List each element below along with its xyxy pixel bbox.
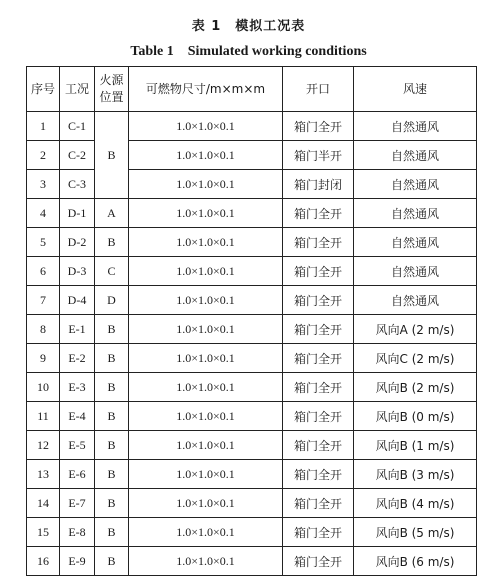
cell-wind-speed: 风向B (2 m/s) (354, 373, 477, 402)
cell-wind-speed: 风向B (5 m/s) (354, 518, 477, 547)
cell-opening: 箱门全开 (283, 344, 354, 373)
cell-opening: 箱门全开 (283, 489, 354, 518)
cell-case: C-2 (60, 141, 95, 170)
table-row (27, 141, 477, 170)
cell-case: D-3 (60, 257, 95, 286)
cell-opening: 箱门全开 (283, 228, 354, 257)
table-row (27, 431, 477, 460)
cell-wind-speed: 自然通风 (354, 228, 477, 257)
cell-fire-position: B (95, 315, 129, 344)
table-row (27, 489, 477, 518)
cell-fire-position: B (95, 518, 129, 547)
table-row (27, 112, 477, 141)
cell-wind-speed: 自然通风 (354, 199, 477, 228)
cell-opening: 箱门全开 (283, 286, 354, 315)
cell-case: D-1 (60, 199, 95, 228)
header-opening: 开口 (283, 67, 354, 112)
cell-seq: 14 (27, 489, 60, 518)
cell-fire-position: B (95, 228, 129, 257)
header-fuel-size: 可燃物尺寸/m×m×m (129, 67, 283, 112)
cell-fuel-size: 1.0×1.0×0.1 (129, 199, 283, 228)
table-row (27, 547, 477, 576)
cell-fire-position: B (95, 112, 129, 199)
cell-seq: 13 (27, 460, 60, 489)
cell-fire-position: B (95, 460, 129, 489)
cell-case: E-3 (60, 373, 95, 402)
table-row (27, 402, 477, 431)
cell-fuel-size: 1.0×1.0×0.1 (129, 402, 283, 431)
table-row (27, 257, 477, 286)
cell-fire-position: B (95, 431, 129, 460)
cell-fuel-size: 1.0×1.0×0.1 (129, 344, 283, 373)
cell-case: D-4 (60, 286, 95, 315)
cell-fuel-size: 1.0×1.0×0.1 (129, 315, 283, 344)
cell-fuel-size: 1.0×1.0×0.1 (129, 112, 283, 141)
cell-wind-speed: 自然通风 (354, 141, 477, 170)
cell-fire-position: D (95, 286, 129, 315)
cell-fuel-size: 1.0×1.0×0.1 (129, 518, 283, 547)
cell-seq: 12 (27, 431, 60, 460)
table-row (27, 170, 477, 199)
cell-seq: 6 (27, 257, 60, 286)
cell-fire-position: B (95, 489, 129, 518)
cell-case: E-4 (60, 402, 95, 431)
table-row (27, 315, 477, 344)
table-row (27, 518, 477, 547)
cell-seq: 16 (27, 547, 60, 576)
cell-wind-speed: 风向B (6 m/s) (354, 547, 477, 576)
cell-seq: 2 (27, 141, 60, 170)
cell-opening: 箱门全开 (283, 460, 354, 489)
cell-fire-position: C (95, 257, 129, 286)
cell-case: E-9 (60, 547, 95, 576)
cell-seq: 8 (27, 315, 60, 344)
cell-opening: 箱门半开 (283, 141, 354, 170)
cell-fire-position: B (95, 547, 129, 576)
cell-fire-position: A (95, 199, 129, 228)
cell-wind-speed: 风向B (3 m/s) (354, 460, 477, 489)
table-caption-english: Table 1 Simulated working conditions (130, 44, 367, 59)
cell-seq: 15 (27, 518, 60, 547)
cell-case: E-2 (60, 344, 95, 373)
cell-fuel-size: 1.0×1.0×0.1 (129, 257, 283, 286)
table-row (27, 344, 477, 373)
cell-case: E-7 (60, 489, 95, 518)
cell-seq: 11 (27, 402, 60, 431)
cell-wind-speed: 风向B (4 m/s) (354, 489, 477, 518)
header-case: 工况 (60, 67, 95, 112)
cell-wind-speed: 自然通风 (354, 257, 477, 286)
header-wind-speed: 风速 (354, 67, 477, 112)
cell-wind-speed: 风向C (2 m/s) (354, 344, 477, 373)
cell-case: E-6 (60, 460, 95, 489)
cell-opening: 箱门封闭 (283, 170, 354, 199)
cell-opening: 箱门全开 (283, 257, 354, 286)
simulated-conditions-table (26, 66, 477, 576)
cell-seq: 9 (27, 344, 60, 373)
cell-fuel-size: 1.0×1.0×0.1 (129, 141, 283, 170)
table-row (27, 373, 477, 402)
cell-opening: 箱门全开 (283, 315, 354, 344)
cell-seq: 3 (27, 170, 60, 199)
cell-opening: 箱门全开 (283, 547, 354, 576)
cell-fire-position: B (95, 373, 129, 402)
cell-wind-speed: 风向A (2 m/s) (354, 315, 477, 344)
table-row (27, 228, 477, 257)
cell-case: E-1 (60, 315, 95, 344)
cell-case: E-8 (60, 518, 95, 547)
table-row (27, 199, 477, 228)
cell-fuel-size: 1.0×1.0×0.1 (129, 373, 283, 402)
header-fire-position: 火源位置 (95, 67, 129, 112)
cell-seq: 10 (27, 373, 60, 402)
cell-fuel-size: 1.0×1.0×0.1 (129, 170, 283, 199)
cell-wind-speed: 自然通风 (354, 286, 477, 315)
cell-seq: 4 (27, 199, 60, 228)
cell-opening: 箱门全开 (283, 373, 354, 402)
cell-fuel-size: 1.0×1.0×0.1 (129, 228, 283, 257)
cell-seq: 1 (27, 112, 60, 141)
cell-seq: 5 (27, 228, 60, 257)
cell-opening: 箱门全开 (283, 402, 354, 431)
table-caption-chinese: 表 1 模拟工况表 (191, 19, 306, 34)
table-row (27, 286, 477, 315)
cell-fuel-size: 1.0×1.0×0.1 (129, 489, 283, 518)
cell-fuel-size: 1.0×1.0×0.1 (129, 460, 283, 489)
cell-fuel-size: 1.0×1.0×0.1 (129, 286, 283, 315)
cell-wind-speed: 风向B (1 m/s) (354, 431, 477, 460)
cell-opening: 箱门全开 (283, 431, 354, 460)
header-row (27, 67, 477, 112)
header-seq: 序号 (27, 67, 60, 112)
cell-case: C-3 (60, 170, 95, 199)
cell-case: C-1 (60, 112, 95, 141)
cell-seq: 7 (27, 286, 60, 315)
cell-case: E-5 (60, 431, 95, 460)
cell-case: D-2 (60, 228, 95, 257)
cell-fuel-size: 1.0×1.0×0.1 (129, 547, 283, 576)
cell-opening: 箱门全开 (283, 199, 354, 228)
cell-fire-position: B (95, 344, 129, 373)
cell-opening: 箱门全开 (283, 112, 354, 141)
cell-fuel-size: 1.0×1.0×0.1 (129, 431, 283, 460)
cell-wind-speed: 自然通风 (354, 170, 477, 199)
cell-wind-speed: 风向B (0 m/s) (354, 402, 477, 431)
cell-fire-position: B (95, 402, 129, 431)
cell-wind-speed: 自然通风 (354, 112, 477, 141)
cell-opening: 箱门全开 (283, 518, 354, 547)
table-row (27, 460, 477, 489)
